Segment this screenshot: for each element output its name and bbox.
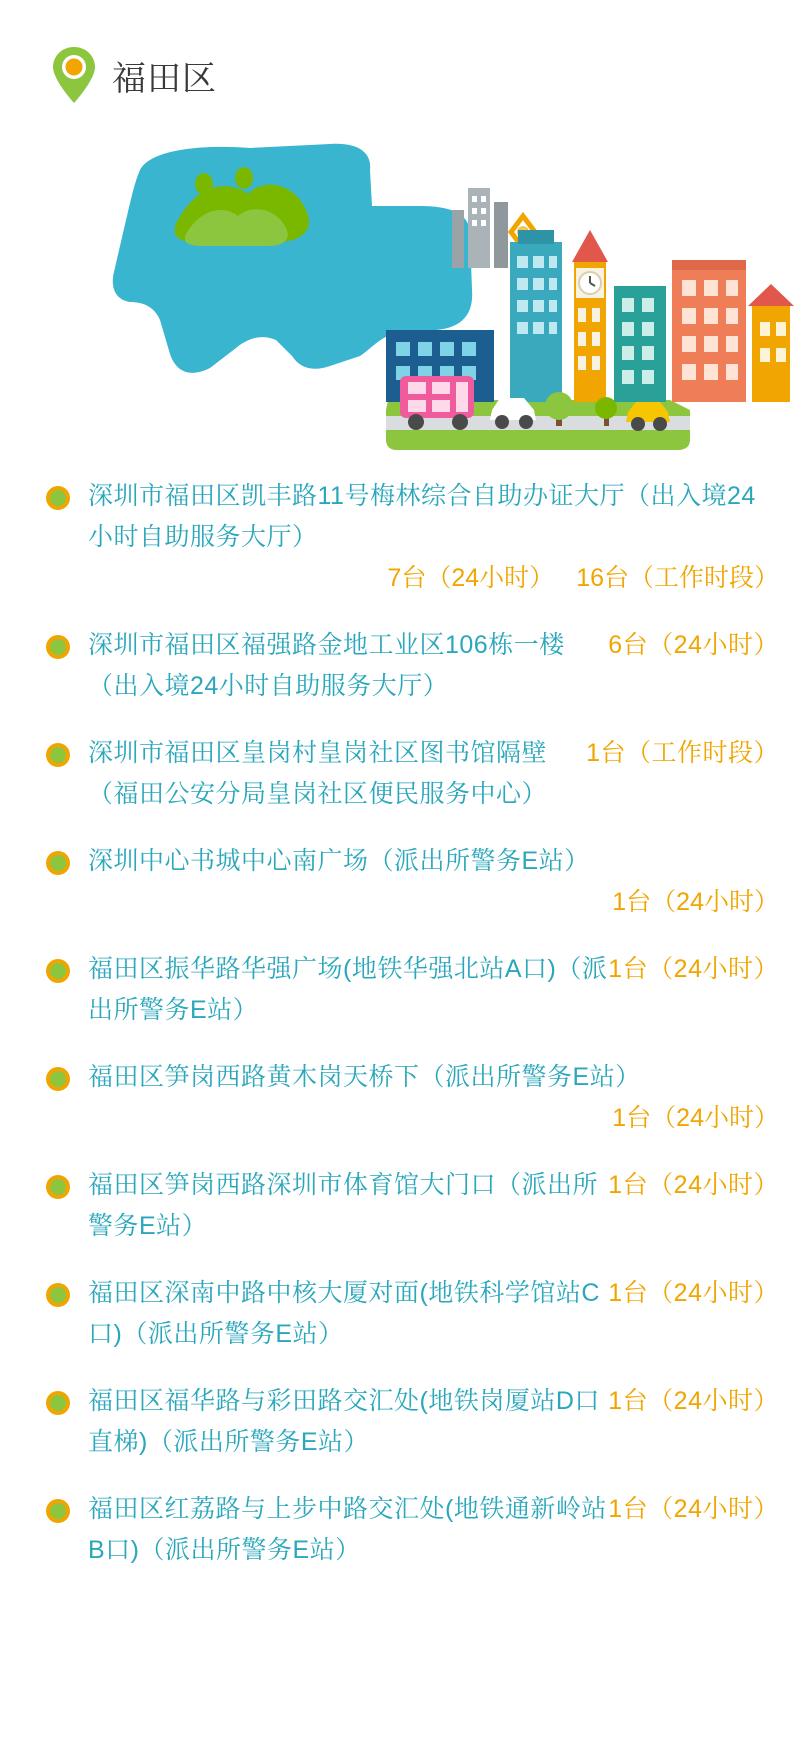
list-item <box>0 1165 809 1247</box>
bullet-icon <box>46 743 70 767</box>
location-address: 福田区深南中路中核大厦对面(地铁科学馆站C口)（派出所警务E站） <box>88 1279 600 1348</box>
bullet-icon <box>46 486 70 510</box>
location-pin-icon <box>52 46 96 104</box>
bullet-icon <box>46 1175 70 1199</box>
list-item <box>0 841 809 923</box>
list-item <box>0 625 809 707</box>
count-value: 1台（工作时段） <box>586 739 779 767</box>
count-value: 1台（24小时） <box>612 888 779 916</box>
list-item <box>0 1381 809 1463</box>
count-value: 1台（24小时） <box>608 1495 779 1523</box>
count-value: 1台（24小时） <box>608 1171 779 1199</box>
bullet-icon <box>46 851 70 875</box>
bullet-icon <box>46 1067 70 1091</box>
page-title: 福田区 <box>112 59 217 98</box>
page-header <box>0 0 809 104</box>
location-address: 福田区笋岗西路黄木岗天桥下（派出所警务E站） <box>88 1063 641 1091</box>
location-address-row <box>88 625 779 707</box>
bullet-icon <box>46 635 70 659</box>
location-counts <box>88 1098 779 1139</box>
count-value: 1台（24小时） <box>608 1279 779 1307</box>
bullet-icon <box>46 1283 70 1307</box>
location-address: 福田区福华路与彩田路交汇处(地铁岗厦站D口直梯)（派出所警务E站） <box>88 1387 600 1456</box>
bullet-icon <box>46 1499 70 1523</box>
location-address: 深圳中心书城中心南广场（派出所警务E站） <box>88 847 590 875</box>
location-address: 深圳市福田区福强路金地工业区106栋一楼（出入境24小时自助服务大厅） <box>88 631 565 700</box>
location-counts <box>88 558 779 599</box>
count-value: 16台（工作时段） <box>576 564 779 592</box>
count-value: 1台（24小时） <box>608 955 779 983</box>
list-item <box>0 949 809 1031</box>
location-counts <box>88 882 779 923</box>
bullet-icon <box>46 959 70 983</box>
location-list <box>0 476 809 1571</box>
list-item <box>0 476 809 599</box>
location-address: 深圳市福田区凯丰路11号梅林综合自助办证大厅（出入境24小时自助服务大厅） <box>88 482 756 551</box>
list-item <box>0 1489 809 1571</box>
location-address-row <box>88 1165 779 1247</box>
map-label: Futian <box>175 372 293 416</box>
count-value: 7台（24小时） <box>387 564 555 592</box>
location-address: 福田区振华路华强广场(地铁华强北站A口)（派出所警务E站） <box>88 955 608 1024</box>
futian-district-city-illustration <box>0 110 809 450</box>
location-address-row <box>88 733 779 815</box>
location-address-row <box>88 1381 779 1463</box>
location-address: 深圳市福田区皇岗村皇岗社区图书馆隔壁（福田公安分局皇岗社区便民服务中心） <box>88 739 548 808</box>
list-item <box>0 1057 809 1139</box>
location-address-row <box>88 1273 779 1355</box>
count-value: 1台（24小时） <box>608 1387 779 1415</box>
count-value: 1台（24小时） <box>612 1104 779 1132</box>
list-item <box>0 1273 809 1355</box>
location-address: 福田区笋岗西路深圳市体育馆大门口（派出所警务E站） <box>88 1171 599 1240</box>
count-value: 6台（24小时） <box>608 631 779 659</box>
list-item <box>0 733 809 815</box>
bullet-icon <box>46 1391 70 1415</box>
location-address-row <box>88 1489 779 1571</box>
location-address: 福田区红荔路与上步中路交汇处(地铁通新岭站B口)（派出所警务E站） <box>88 1495 607 1564</box>
location-address-row <box>88 949 779 1031</box>
